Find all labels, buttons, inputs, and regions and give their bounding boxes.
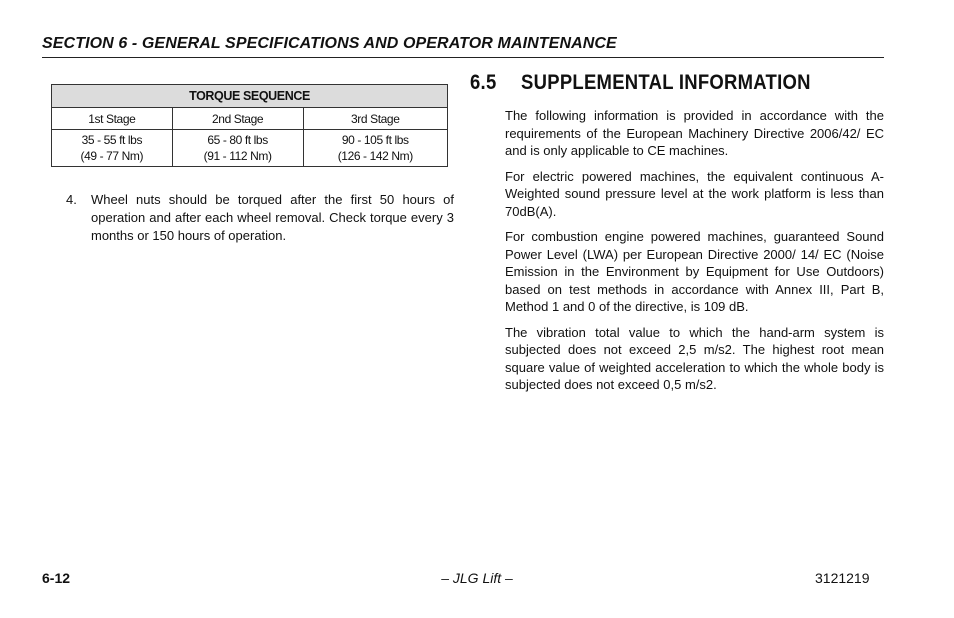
stage-1-nm: (49 - 77 Nm) xyxy=(80,149,144,163)
stage-2-header: 2nd Stage xyxy=(172,108,303,130)
supplemental-body xyxy=(505,107,884,402)
paragraph-combustion: For combustion engine powered machines, guaranteed Sound Power Level (LWA) per European Directive 2000/ 14/ EC (Noise Emission in the Environment by Equipment for Use Outdoors) based on test methods in accordance with Annex III, Part B, Method 1 and 0 of the directive, is 109 dB. xyxy=(505,229,884,314)
section-title: SUPPLEMENTAL INFORMATION xyxy=(521,71,811,94)
note-number: 4. xyxy=(66,192,77,207)
footer-brand: – JLG Lift – xyxy=(441,570,513,586)
stage-2-value xyxy=(172,130,303,167)
stage-3-value xyxy=(303,130,447,167)
stage-1-value xyxy=(52,130,173,167)
torque-sequence-table xyxy=(51,84,448,167)
stage-3-header: 3rd Stage xyxy=(303,108,447,130)
stage-2-ftlbs: 65 - 80 ft lbs xyxy=(207,133,268,147)
page-number: 6-12 xyxy=(42,570,71,586)
wheel-nut-note xyxy=(66,191,454,245)
table-title: TORQUE SEQUENCE xyxy=(52,85,448,108)
note-text: Wheel nuts should be torqued after the first 50 hours of operation and after each wheel removal. Check torque every 3 months or 150 hours of operation. xyxy=(91,192,454,243)
paragraph-electric: For electric powered machines, the equivalent continuous A-Weighted sound pressure level at the work platform is less than 70dB(A). xyxy=(505,168,884,219)
paragraph-vibration: The vibration total value to which the hand-arm system is subjected does not exceed 2,5 m/s2. The highest root mean square value of weighted acceleration to which the whole body is subjected does not exceed 0,5 m/s2. xyxy=(505,324,884,392)
header-divider xyxy=(42,57,884,58)
document-number: 3121219 xyxy=(815,570,870,586)
stage-2-nm: (91 - 112 Nm) xyxy=(203,149,272,163)
section-heading xyxy=(470,71,811,95)
stage-3-ftlbs: 90 - 105 ft lbs xyxy=(341,133,409,147)
stage-1-ftlbs: 35 - 55 ft lbs xyxy=(81,133,143,147)
section-number: 6.5 xyxy=(470,71,497,94)
paragraph-directive: The following information is provided in accordance with the requirements of the European Machinery Directive 2006/42/ EC and is only applicable to CE machines. xyxy=(505,108,884,158)
section-header: SECTION 6 - GENERAL SPECIFICATIONS AND OPERATOR MAINTENANCE xyxy=(42,35,617,52)
stage-1-header: 1st Stage xyxy=(52,108,173,130)
stage-3-nm: (126 - 142 Nm) xyxy=(337,149,413,163)
